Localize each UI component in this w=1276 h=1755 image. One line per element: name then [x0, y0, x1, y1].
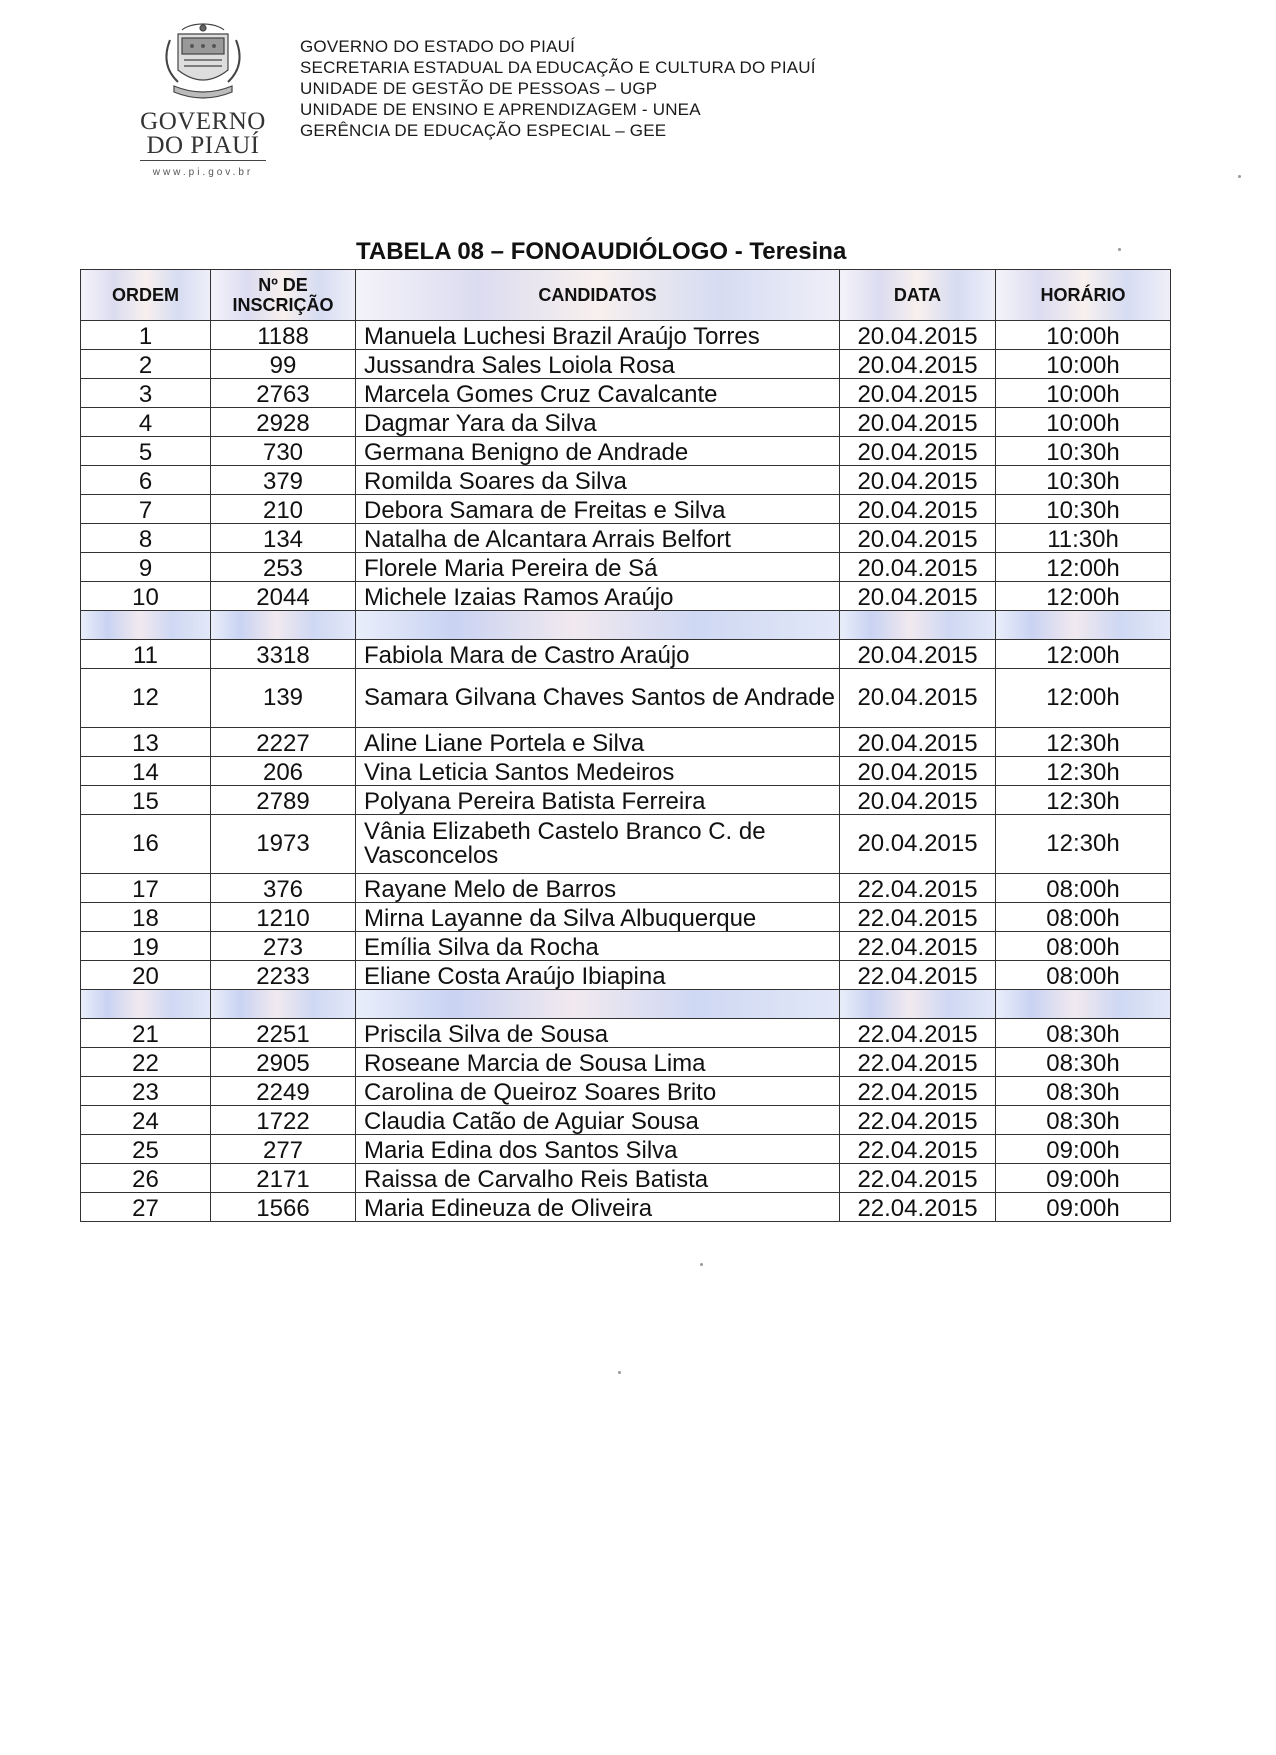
table-row: [81, 495, 1171, 524]
cell-horario: 12:00h: [996, 553, 1171, 582]
table-row: [81, 728, 1171, 757]
scan-speck: [1238, 175, 1241, 178]
cell-candidato: Florele Maria Pereira de Sá: [356, 553, 840, 582]
cell-candidato: Raissa de Carvalho Reis Batista: [356, 1164, 840, 1193]
cell-horario: 08:30h: [996, 1077, 1171, 1106]
cell-ordem: 27: [81, 1193, 211, 1222]
cell-inscricao: 139: [211, 669, 356, 728]
table-row: [81, 961, 1171, 990]
cell-inscricao: 2251: [211, 1019, 356, 1048]
coat-of-arms-icon: [148, 20, 258, 110]
cell-horario: 12:30h: [996, 815, 1171, 874]
table-row: [81, 437, 1171, 466]
cell-inscricao: 2928: [211, 408, 356, 437]
table-row: [81, 582, 1171, 611]
header-candidatos: CANDIDATOS: [356, 270, 840, 321]
cell-ordem: 2: [81, 350, 211, 379]
table-row: [81, 874, 1171, 903]
cell-ordem: 15: [81, 786, 211, 815]
table-row: [81, 1164, 1171, 1193]
cell-inscricao: 2171: [211, 1164, 356, 1193]
cell-data: 20.04.2015: [840, 728, 996, 757]
cell-horario: 08:30h: [996, 1048, 1171, 1077]
table-row: [81, 669, 1171, 728]
cell-horario: 10:30h: [996, 495, 1171, 524]
header-line: UNIDADE DE ENSINO E APRENDIZAGEM - UNEA: [300, 100, 701, 119]
cell-candidato: Mirna Layanne da Silva Albuquerque: [356, 903, 840, 932]
cell-horario: 08:00h: [996, 874, 1171, 903]
table-row: [81, 1106, 1171, 1135]
cell-ordem: 16: [81, 815, 211, 874]
cell-candidato: Vânia Elizabeth Castelo Branco C. de Vasconcelos: [356, 815, 840, 874]
separator-cell: [840, 611, 996, 640]
separator-cell: [81, 611, 211, 640]
cell-ordem: 20: [81, 961, 211, 990]
header-ordem: ORDEM: [81, 270, 211, 321]
cell-inscricao: 379: [211, 466, 356, 495]
scan-speck: [1118, 248, 1121, 251]
cell-candidato: Romilda Soares da Silva: [356, 466, 840, 495]
cell-candidato: Roseane Marcia de Sousa Lima: [356, 1048, 840, 1077]
cell-data: 20.04.2015: [840, 495, 996, 524]
cell-candidato: Germana Benigno de Andrade: [356, 437, 840, 466]
cell-horario: 08:00h: [996, 961, 1171, 990]
cell-data: 22.04.2015: [840, 903, 996, 932]
scan-speck: [700, 1263, 703, 1266]
cell-data: 22.04.2015: [840, 961, 996, 990]
cell-inscricao: 253: [211, 553, 356, 582]
cell-horario: 09:00h: [996, 1193, 1171, 1222]
table-row: [81, 350, 1171, 379]
cell-candidato: Natalha de Alcantara Arrais Belfort: [356, 524, 840, 553]
header-institution-lines: [300, 36, 816, 141]
cell-ordem: 22: [81, 1048, 211, 1077]
logo-line-2: DO PIAUÍ: [140, 134, 265, 161]
cell-data: 22.04.2015: [840, 1164, 996, 1193]
table-row: [81, 1135, 1171, 1164]
cell-horario: 12:30h: [996, 728, 1171, 757]
cell-horario: 09:00h: [996, 1164, 1171, 1193]
table-row: [81, 903, 1171, 932]
cell-data: 20.04.2015: [840, 321, 996, 350]
cell-data: 20.04.2015: [840, 815, 996, 874]
table-row: [81, 553, 1171, 582]
cell-data: 20.04.2015: [840, 350, 996, 379]
cell-horario: 12:30h: [996, 786, 1171, 815]
header-horario: HORÁRIO: [996, 270, 1171, 321]
separator-cell: [81, 990, 211, 1019]
cell-candidato: Manuela Luchesi Brazil Araújo Torres: [356, 321, 840, 350]
cell-data: 20.04.2015: [840, 553, 996, 582]
cell-data: 20.04.2015: [840, 757, 996, 786]
cell-ordem: 7: [81, 495, 211, 524]
cell-data: 22.04.2015: [840, 1135, 996, 1164]
cell-data: 20.04.2015: [840, 466, 996, 495]
cell-inscricao: 1566: [211, 1193, 356, 1222]
cell-candidato: Marcela Gomes Cruz Cavalcante: [356, 379, 840, 408]
cell-horario: 10:00h: [996, 408, 1171, 437]
header-inscricao: Nº DE INSCRIÇÃO: [211, 270, 356, 321]
separator-cell: [996, 611, 1171, 640]
header-line: GERÊNCIA DE EDUCAÇÃO ESPECIAL – GEE: [300, 121, 667, 140]
cell-inscricao: 206: [211, 757, 356, 786]
table-row: [81, 1019, 1171, 1048]
cell-ordem: 26: [81, 1164, 211, 1193]
cell-data: 22.04.2015: [840, 932, 996, 961]
separator-cell: [996, 990, 1171, 1019]
cell-horario: 12:00h: [996, 582, 1171, 611]
cell-candidato: Debora Samara de Freitas e Silva: [356, 495, 840, 524]
cell-horario: 08:30h: [996, 1019, 1171, 1048]
cell-ordem: 19: [81, 932, 211, 961]
cell-inscricao: 210: [211, 495, 356, 524]
cell-ordem: 21: [81, 1019, 211, 1048]
table-row: [81, 757, 1171, 786]
cell-data: 22.04.2015: [840, 1019, 996, 1048]
cell-ordem: 12: [81, 669, 211, 728]
cell-candidato: Dagmar Yara da Silva: [356, 408, 840, 437]
cell-ordem: 14: [81, 757, 211, 786]
logo-url: www.pi.gov.br: [152, 167, 254, 178]
cell-inscricao: 2233: [211, 961, 356, 990]
logo-text: [128, 110, 278, 161]
table-row: [81, 932, 1171, 961]
cell-candidato: Vina Leticia Santos Medeiros: [356, 757, 840, 786]
table-row: [81, 408, 1171, 437]
scan-speck: [618, 1371, 621, 1374]
header-line: UNIDADE DE GESTÃO DE PESSOAS – UGP: [300, 79, 658, 98]
cell-horario: 11:30h: [996, 524, 1171, 553]
cell-inscricao: 1210: [211, 903, 356, 932]
cell-data: 22.04.2015: [840, 1077, 996, 1106]
cell-horario: 10:00h: [996, 379, 1171, 408]
cell-data: 22.04.2015: [840, 1048, 996, 1077]
cell-inscricao: 376: [211, 874, 356, 903]
cell-inscricao: 1188: [211, 321, 356, 350]
cell-ordem: 9: [81, 553, 211, 582]
cell-ordem: 10: [81, 582, 211, 611]
table-row: [81, 815, 1171, 874]
separator-row: [81, 990, 1171, 1019]
cell-candidato: Michele Izaias Ramos Araújo: [356, 582, 840, 611]
cell-candidato: Rayane Melo de Barros: [356, 874, 840, 903]
cell-horario: 08:00h: [996, 932, 1171, 961]
cell-horario: 08:30h: [996, 1106, 1171, 1135]
cell-data: 20.04.2015: [840, 582, 996, 611]
separator-cell: [211, 990, 356, 1019]
cell-candidato: Fabiola Mara de Castro Araújo: [356, 640, 840, 669]
table-row: [81, 1048, 1171, 1077]
table-row: [81, 321, 1171, 350]
cell-candidato: Carolina de Queiroz Soares Brito: [356, 1077, 840, 1106]
cell-inscricao: 730: [211, 437, 356, 466]
cell-ordem: 23: [81, 1077, 211, 1106]
cell-ordem: 25: [81, 1135, 211, 1164]
cell-ordem: 13: [81, 728, 211, 757]
cell-data: 20.04.2015: [840, 786, 996, 815]
cell-inscricao: 2044: [211, 582, 356, 611]
cell-candidato: Maria Edina dos Santos Silva: [356, 1135, 840, 1164]
table-title: TABELA 08 – FONOAUDIÓLOGO - Teresina: [356, 238, 847, 265]
cell-inscricao: 3318: [211, 640, 356, 669]
cell-candidato: Eliane Costa Araújo Ibiapina: [356, 961, 840, 990]
separator-row: [81, 611, 1171, 640]
cell-candidato: Emília Silva da Rocha: [356, 932, 840, 961]
cell-inscricao: 1722: [211, 1106, 356, 1135]
cell-ordem: 8: [81, 524, 211, 553]
cell-inscricao: 273: [211, 932, 356, 961]
table-row: [81, 640, 1171, 669]
cell-ordem: 24: [81, 1106, 211, 1135]
cell-candidato: Claudia Catão de Aguiar Sousa: [356, 1106, 840, 1135]
cell-inscricao: 2763: [211, 379, 356, 408]
table-header-row: [81, 270, 1171, 321]
cell-horario: 10:00h: [996, 321, 1171, 350]
cell-horario: 10:00h: [996, 350, 1171, 379]
cell-inscricao: 1973: [211, 815, 356, 874]
cell-inscricao: 2789: [211, 786, 356, 815]
separator-cell: [356, 611, 840, 640]
cell-ordem: 17: [81, 874, 211, 903]
cell-data: 20.04.2015: [840, 408, 996, 437]
cell-horario: 08:00h: [996, 903, 1171, 932]
cell-inscricao: 99: [211, 350, 356, 379]
cell-data: 20.04.2015: [840, 524, 996, 553]
header-line: SECRETARIA ESTADUAL DA EDUCAÇÃO E CULTURA DO PIAUÍ: [300, 58, 816, 77]
table-row: [81, 379, 1171, 408]
cell-candidato: Maria Edineuza de Oliveira: [356, 1193, 840, 1222]
header-line: GOVERNO DO ESTADO DO PIAUÍ: [300, 37, 576, 56]
government-logo: [128, 20, 278, 178]
table-body: [81, 321, 1171, 1222]
header-data: DATA: [840, 270, 996, 321]
cell-ordem: 5: [81, 437, 211, 466]
cell-candidato: Samara Gilvana Chaves Santos de Andrade: [356, 669, 840, 728]
cell-inscricao: 2249: [211, 1077, 356, 1106]
cell-ordem: 18: [81, 903, 211, 932]
cell-candidato: Jussandra Sales Loiola Rosa: [356, 350, 840, 379]
logo-line-1: GOVERNO: [140, 108, 266, 135]
table-row: [81, 1077, 1171, 1106]
cell-ordem: 4: [81, 408, 211, 437]
separator-cell: [211, 611, 356, 640]
cell-horario: 10:30h: [996, 437, 1171, 466]
cell-candidato: Aline Liane Portela e Silva: [356, 728, 840, 757]
table-row: [81, 524, 1171, 553]
cell-data: 20.04.2015: [840, 437, 996, 466]
cell-data: 22.04.2015: [840, 874, 996, 903]
cell-data: 20.04.2015: [840, 640, 996, 669]
cell-ordem: 6: [81, 466, 211, 495]
cell-inscricao: 134: [211, 524, 356, 553]
table-row: [81, 1193, 1171, 1222]
table-row: [81, 786, 1171, 815]
cell-data: 20.04.2015: [840, 669, 996, 728]
cell-data: 22.04.2015: [840, 1193, 996, 1222]
cell-inscricao: 2227: [211, 728, 356, 757]
cell-ordem: 1: [81, 321, 211, 350]
separator-cell: [356, 990, 840, 1019]
candidates-table: [80, 269, 1171, 1222]
cell-horario: 09:00h: [996, 1135, 1171, 1164]
cell-data: 20.04.2015: [840, 379, 996, 408]
cell-ordem: 11: [81, 640, 211, 669]
cell-candidato: Polyana Pereira Batista Ferreira: [356, 786, 840, 815]
separator-cell: [840, 990, 996, 1019]
cell-horario: 12:30h: [996, 757, 1171, 786]
cell-candidato: Priscila Silva de Sousa: [356, 1019, 840, 1048]
cell-inscricao: 2905: [211, 1048, 356, 1077]
cell-horario: 10:30h: [996, 466, 1171, 495]
cell-horario: 12:00h: [996, 640, 1171, 669]
table-row: [81, 466, 1171, 495]
cell-data: 22.04.2015: [840, 1106, 996, 1135]
cell-horario: 12:00h: [996, 669, 1171, 728]
cell-inscricao: 277: [211, 1135, 356, 1164]
cell-ordem: 3: [81, 379, 211, 408]
